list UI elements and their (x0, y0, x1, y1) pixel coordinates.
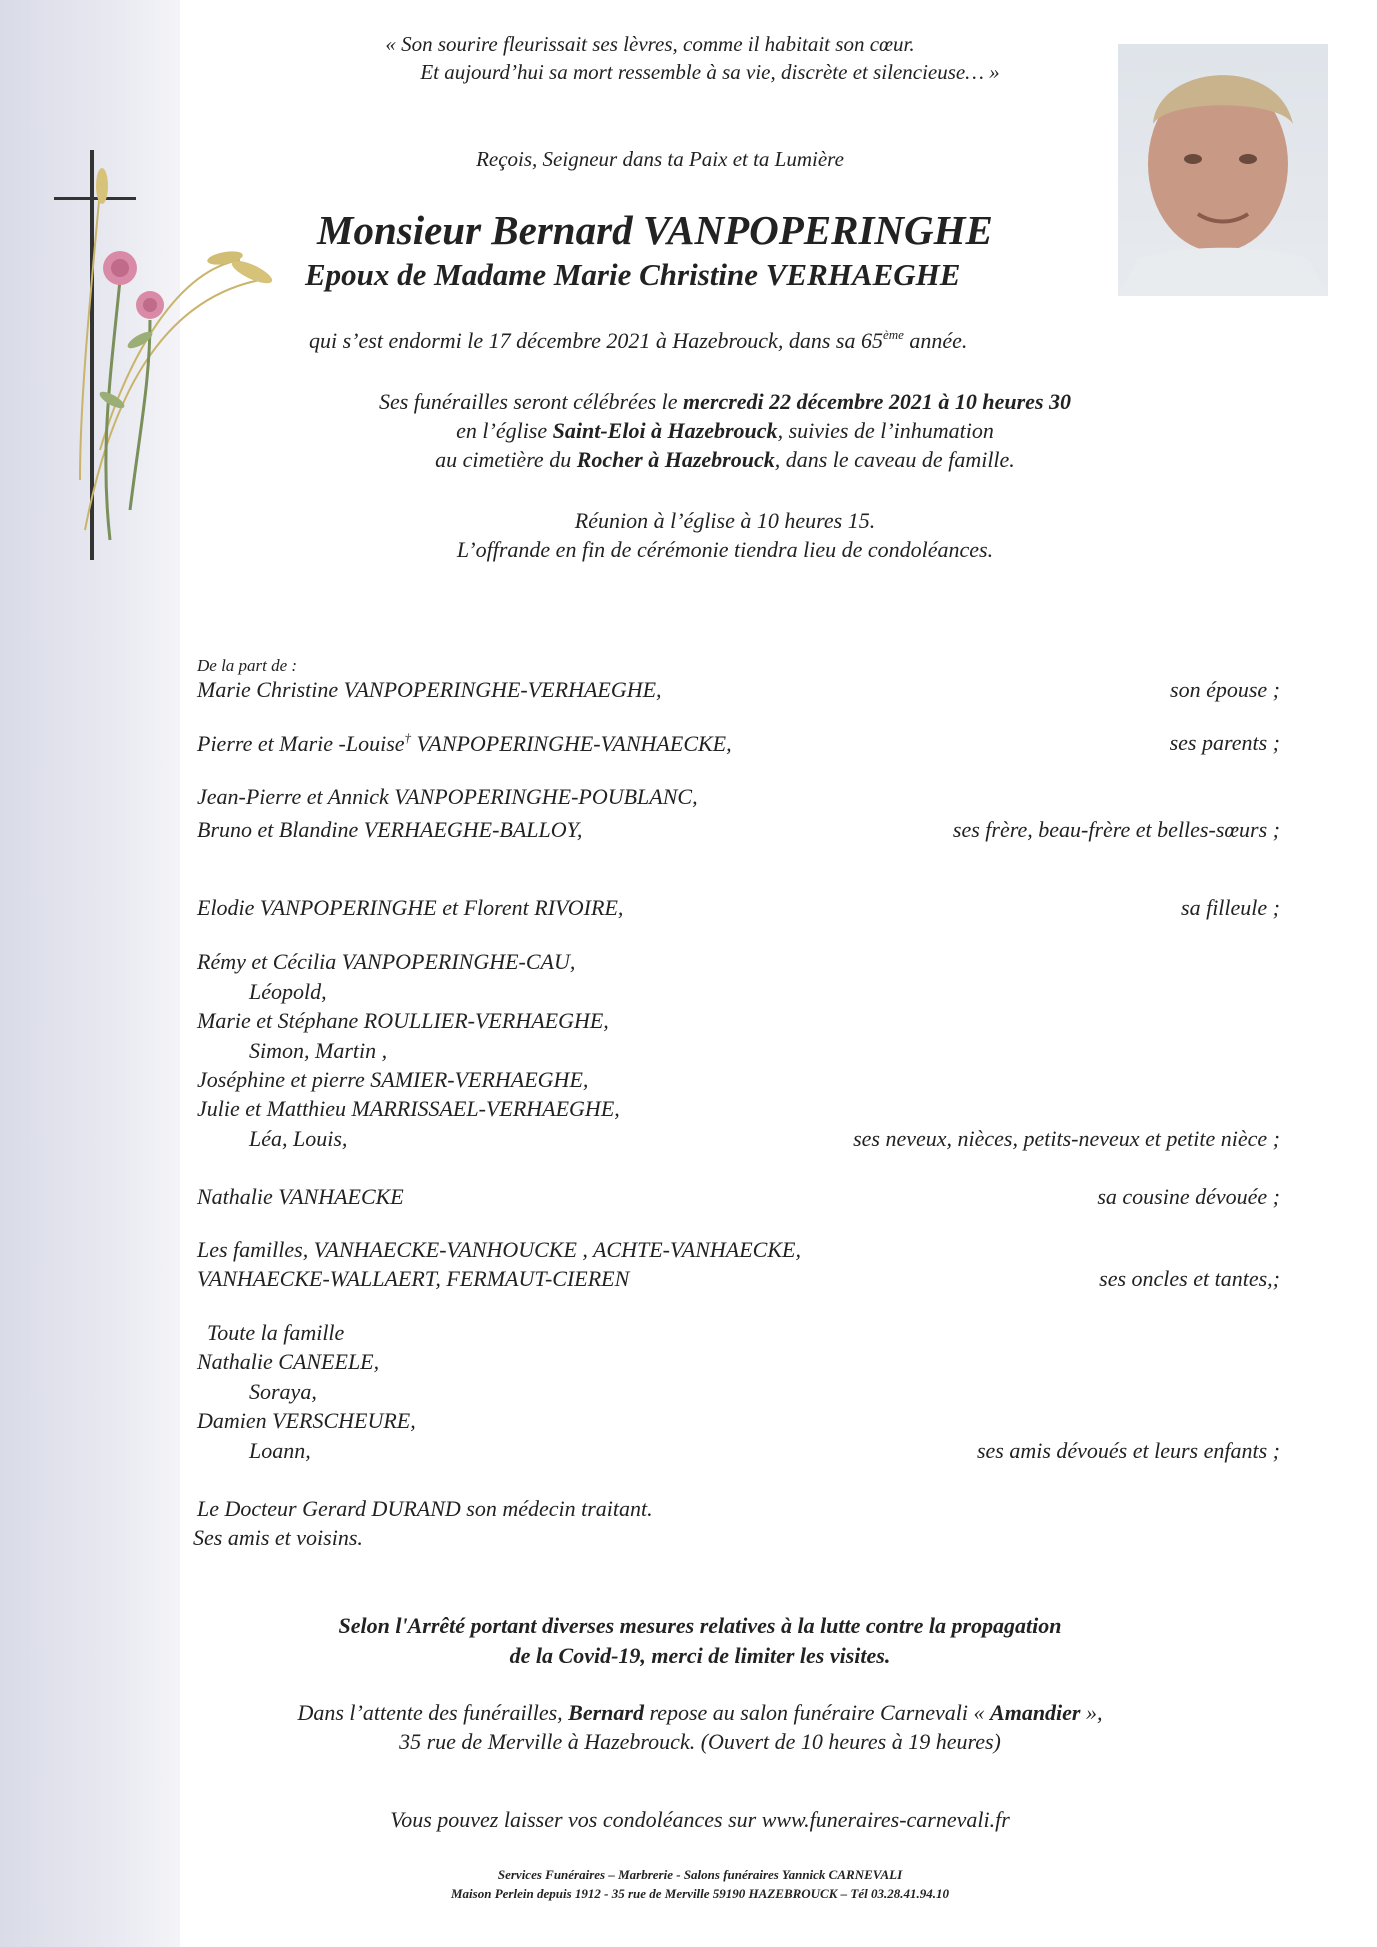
meeting-line: Réunion à l’église à 10 heures 15. (574, 508, 876, 533)
family-line-parents-a: Pierre et Marie -Louise (197, 731, 405, 756)
family-line: Les familles, VANHAECKE-VANHOUCKE , ACHTE-VANHAECKE, (197, 1237, 801, 1262)
condolences-line: Vous pouvez laisser vos condoléances sur www.funeraires-carnevali.fr (390, 1807, 1010, 1832)
family-line: Rémy et Cécilia VANPOPERINGHE-CAU, (197, 949, 576, 974)
rest-line-1-a: Dans l’attente des funérailles, (297, 1700, 569, 1725)
rest-line-1-e: », (1080, 1700, 1103, 1725)
family-line: Joséphine et pierre SAMIER-VERHAEGHE, (197, 1067, 589, 1092)
quote-line-1: « Son sourire fleurissait ses lèvres, comme il habitait son cœur. (385, 32, 915, 56)
family-line: Ses amis et voisins. (193, 1525, 363, 1550)
family-line: Marie Christine VANPOPERINGHE-VERHAEGHE, (197, 677, 662, 702)
relation-label: ses amis dévoués et leurs enfants ; (976, 1438, 1280, 1463)
funeral-line-3 (250, 447, 1200, 473)
family-line: Toute la famille (207, 1320, 345, 1345)
family-intro: De la part de : (197, 656, 298, 675)
footer-line-1: Services Funéraires – Marbrerie - Salons funéraires Yannick CARNEVALI (497, 1867, 903, 1882)
rest-line-2: 35 rue de Merville à Hazebrouck. (Ouvert de 10 heures à 19 heures) (399, 1729, 1001, 1754)
cemetery-name: Rocher à Hazebrouck (576, 447, 775, 472)
rest-line-1-c: repose au salon funéraire Carnevali « (643, 1700, 991, 1725)
family-line: Nathalie CANEELE, (197, 1349, 380, 1374)
funeral-line-1 (250, 389, 1200, 415)
relation-label: ses parents ; (1169, 730, 1280, 755)
covid-notice-line-1: Selon l'Arrêté portant diverses mesures relatives à la lutte contre la propagation (338, 1613, 1062, 1638)
offering-line: L’offrande en fin de cérémonie tiendra lieu de condoléances. (456, 537, 994, 562)
relation-label: sa filleule ; (1181, 895, 1280, 920)
church-name: Saint-Eloi à Hazebrouck (552, 418, 778, 443)
family-line: Marie et Stéphane ROULLIER-VERHAEGHE, (197, 1008, 609, 1033)
family-line (197, 730, 732, 757)
funeral-line-1-a: Ses funérailles seront célébrées le (378, 389, 684, 414)
rest-first-name: Bernard (568, 1700, 644, 1725)
death-line-sup: ème (882, 327, 904, 342)
family-line: Léopold, (249, 979, 327, 1004)
covid-notice-line-2: de la Covid-19, merci de limiter les visites. (509, 1643, 891, 1668)
spouse-line: Epoux de Madame Marie Christine VERHAEGHE (305, 257, 961, 292)
relation-label: sa cousine dévouée ; (1097, 1184, 1280, 1209)
family-line: Loann, (249, 1438, 311, 1463)
portrait-icon (1118, 44, 1328, 296)
family-line: Damien VERSCHEURE, (197, 1408, 416, 1433)
relation-label: ses frère, beau-frère et belles-sœurs ; (952, 817, 1280, 842)
family-line: Elodie VANPOPERINGHE et Florent RIVOIRE, (197, 895, 624, 920)
relation-label: ses oncles et tantes,; (1099, 1266, 1280, 1291)
family-line: Julie et Matthieu MARRISSAEL-VERHAEGHE, (197, 1096, 620, 1121)
funeral-line-2-a: en l’église (456, 418, 553, 443)
family-line: Nathalie VANHAECKE (197, 1184, 404, 1209)
funeral-line-3-a: au cimetière du (435, 447, 577, 472)
funeral-date: mercredi 22 décembre 2021 à 10 heures 30 (683, 389, 1072, 414)
death-line-suffix: année. (903, 328, 968, 353)
prayer: Reçois, Seigneur dans ta Paix et ta Lumière (476, 147, 844, 171)
family-line: Jean-Pierre et Annick VANPOPERINGHE-POUBLANC, (197, 784, 698, 809)
death-line-text: qui s’est endormi le 17 décembre 2021 à Hazebrouck, dans sa 65 (309, 328, 883, 353)
family-line: Simon, Martin , (249, 1038, 388, 1063)
death-line (309, 327, 967, 354)
rest-line-1 (200, 1700, 1200, 1726)
deceased-name: Monsieur Bernard VANPOPERINGHE (317, 207, 993, 253)
family-line: VANHAECKE-WALLAERT, FERMAUT-CIEREN (197, 1266, 630, 1291)
salon-name: Amandier (990, 1700, 1081, 1725)
funeral-line-3-c: , dans le caveau de famille. (774, 447, 1015, 472)
footer-line-2: Maison Perlein depuis 1912 - 35 rue de Merville 59190 HAZEBROUCK – Tél 03.28.41.94.10 (451, 1886, 949, 1901)
cross-and-roses-icon (40, 150, 290, 570)
relation-label: son épouse ; (1170, 677, 1280, 702)
family-line: Le Docteur Gerard DURAND son médecin traitant. (197, 1496, 653, 1521)
deceased-cross-mark: † (404, 730, 412, 745)
funeral-line-2-c: , suivies de l’inhumation (777, 418, 994, 443)
family-line: Bruno et Blandine VERHAEGHE-BALLOY, (197, 817, 583, 842)
quote-line-2: Et aujourd’hui sa mort ressemble à sa vie, discrète et silencieuse… » (420, 60, 1000, 84)
portrait-photo (1118, 44, 1328, 296)
funeral-line-2 (250, 418, 1200, 444)
family-line-parents-b: VANPOPERINGHE-VANHAECKE, (411, 731, 732, 756)
relation-label: ses neveux, nièces, petits-neveux et petite nièce ; (853, 1126, 1280, 1151)
family-line: Léa, Louis, (249, 1126, 348, 1151)
family-line: Soraya, (249, 1379, 317, 1404)
